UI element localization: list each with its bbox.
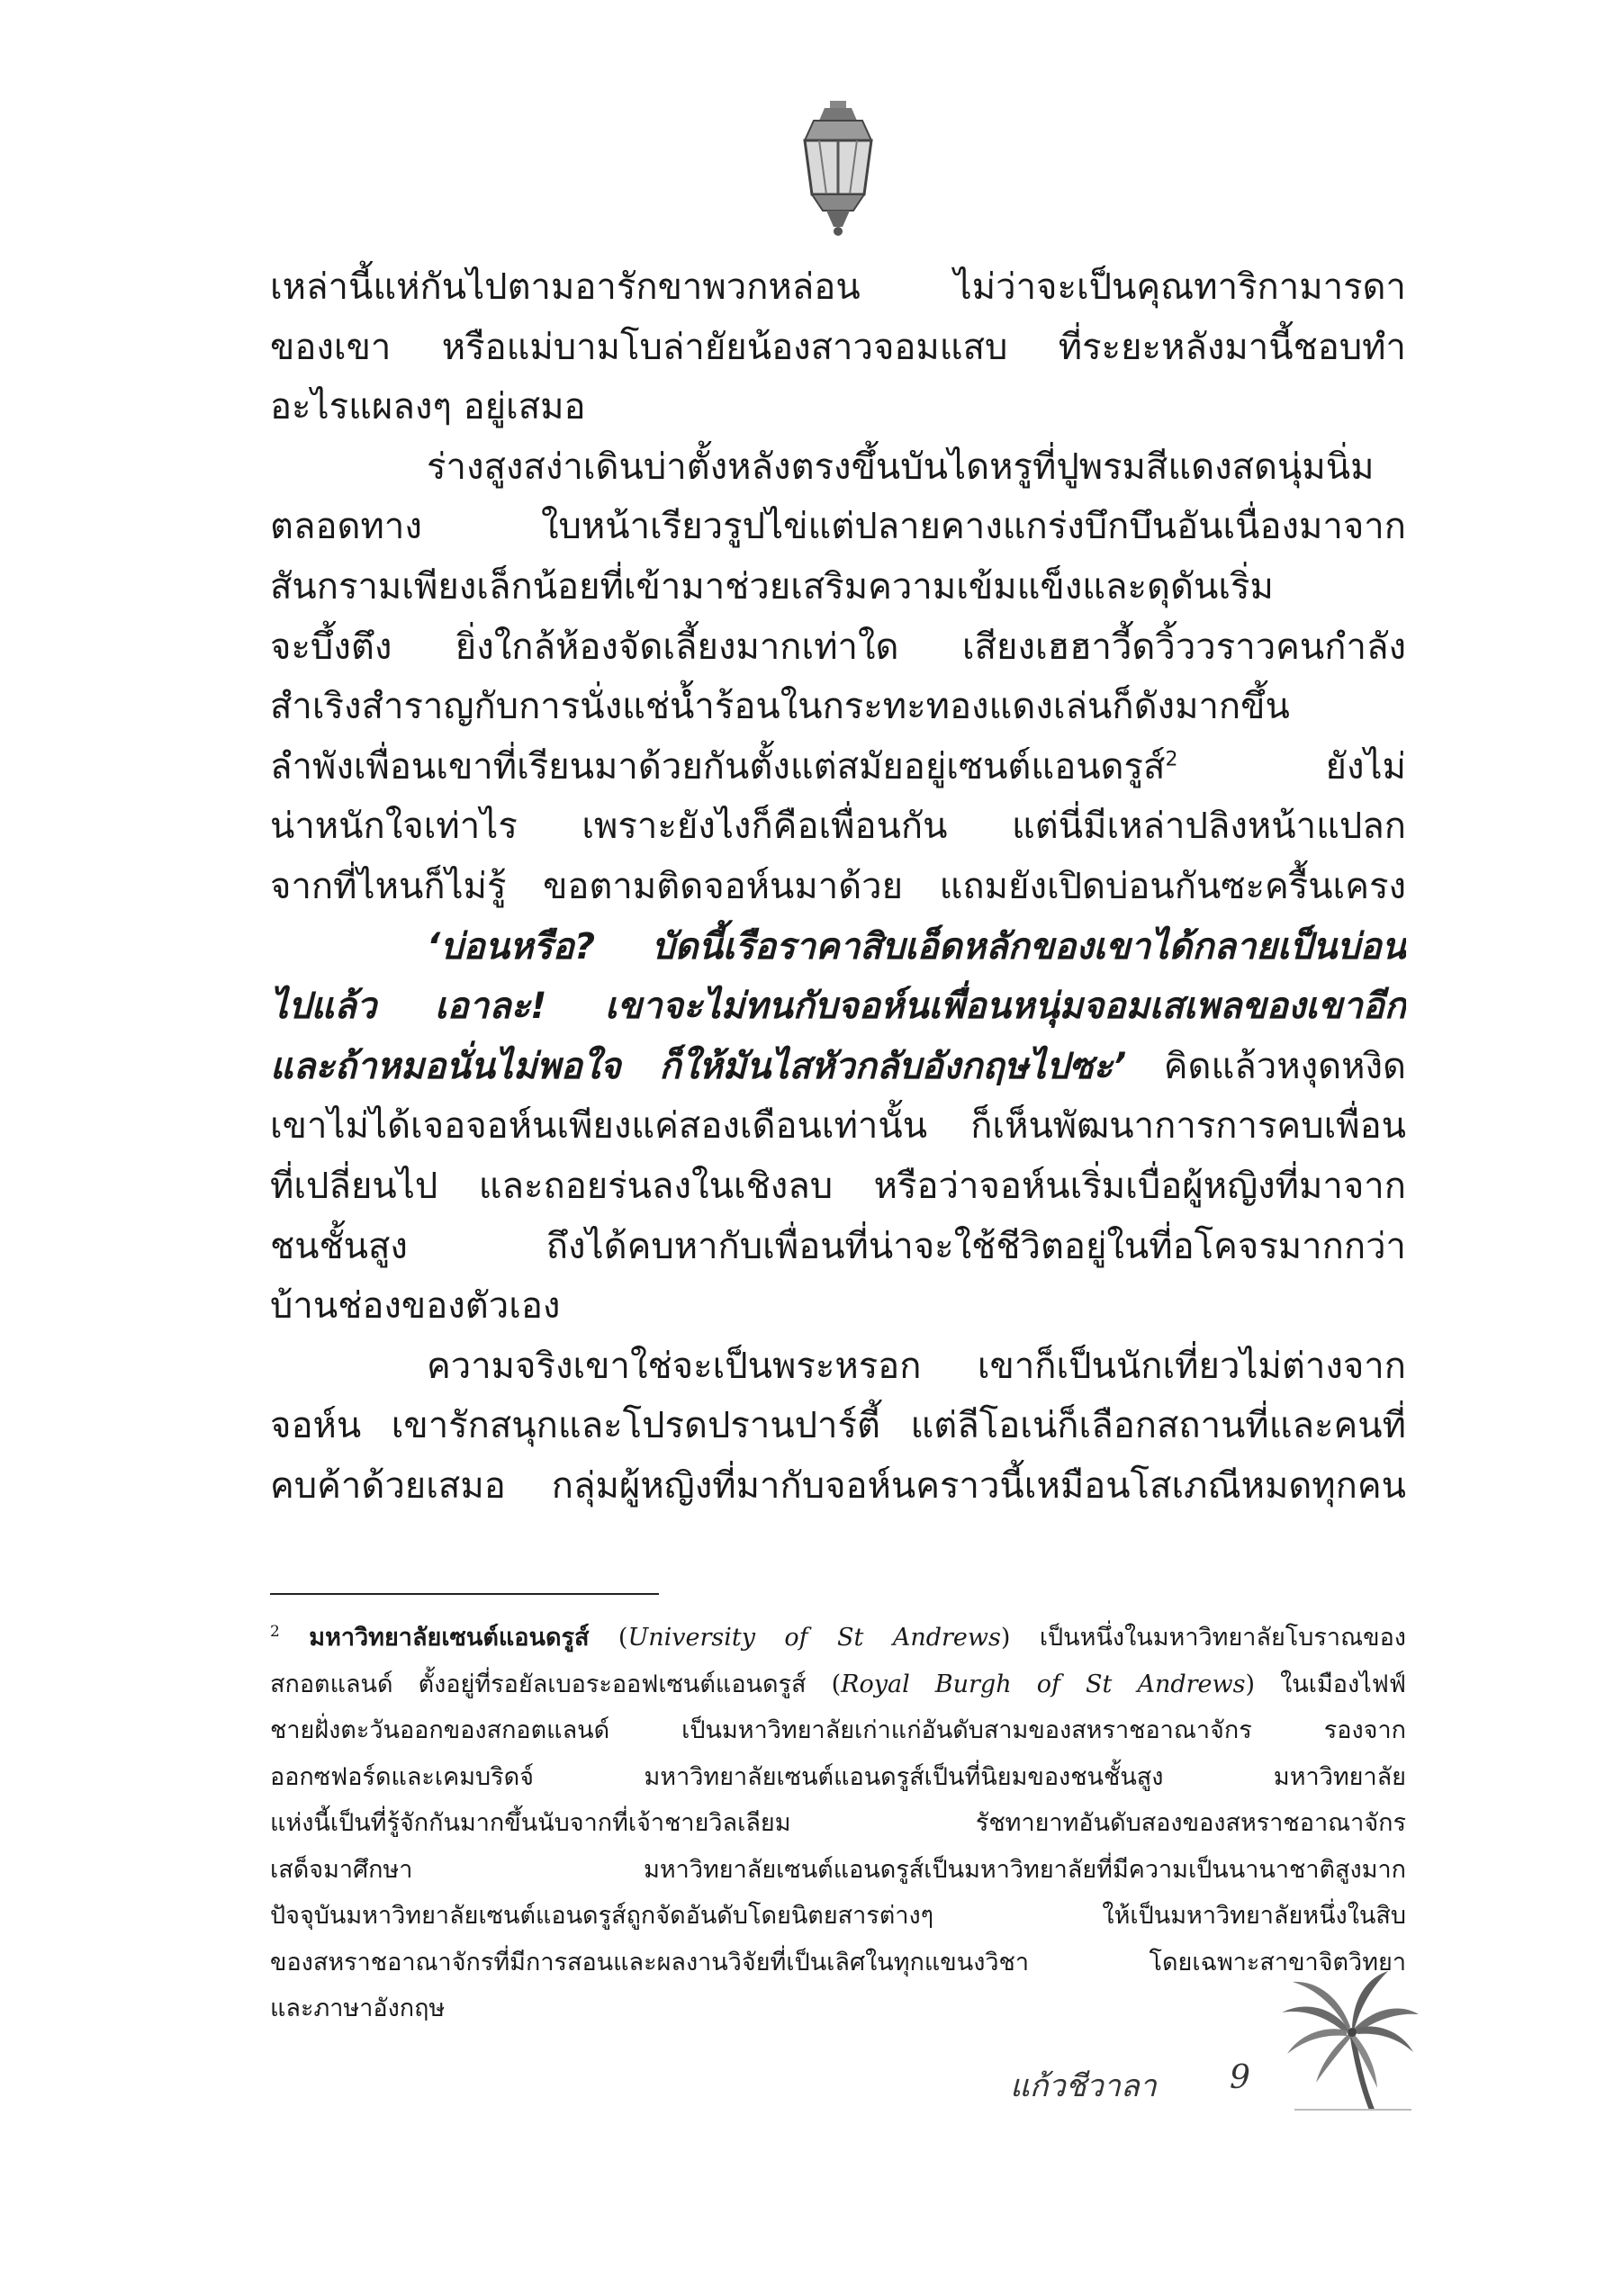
running-title: แก้วชีวาลา (1010, 2068, 1157, 2104)
text-line: จอห์น เขารักสนุกและโปรดปรานปาร์ตี้ แต่ลีโอเน่ก็เลือกสถานที่และคนที่ (270, 1405, 1406, 1447)
text-line: คบค้าด้วยเสมอ กลุ่มผู้หญิงที่มากับจอห์นคราวนี้เหมือนโสเภณีหมดทุกคน (270, 1464, 1406, 1507)
text-line: อะไรแผลงๆ อยู่เสมอ (270, 386, 586, 428)
paragraph-start-line: ความจริงเขาใช่จะเป็นพระหรอก เขาก็เป็นนักเที่ยวไม่ต่างจาก (427, 1345, 1406, 1387)
text-line: จากที่ไหนก็ไม่รู้ ขอตามติดจอห์นมาด้วย แถมยังเปิดบ่อนกันซะครื้นเครง (270, 865, 1406, 907)
text-line: จะบึ้งตึง ยิ่งใกล้ห้องจัดเลี้ยงมากเท่าใด เสียงเฮฮาวี้ดวิ้ววราวคนกำลัง (270, 626, 1406, 668)
footnote-line: และภาษาอังกฤษ (270, 1994, 446, 2022)
text-line: ลำพังเพื่อนเขาที่เรียนมาด้วยกันตั้งแต่สมัยอยู่เซนต์แอนดรูส์$^2$ ยังไม่ (270, 745, 1406, 788)
main-text (270, 257, 1406, 1516)
text-line: และถ้าหมอนั่นไม่พอใจ ก็ให้มันไสหัวกลับอังกฤษไปซะ’ คิดแล้วหงุดหงิด (270, 1045, 1406, 1087)
footnote-line: ชายฝั่งตะวันออกของสกอตแลนด์ เป็นมหาวิทยาลัยเก่าแก่อันดับสามของสหราชอาณาจักร รองจาก (270, 1716, 1406, 1744)
text-line: ชนชั้นสูง ถึงได้คบหากับเพื่อนที่น่าจะใช้ชีวิตอยู่ในที่อโคจรมากกว่า (270, 1225, 1406, 1267)
footnote-line: $^2$ มหาวิทยาลัยเซนต์แอนดรูส์ (University of St Andrews) เป็นหนึ่งในมหาวิทยาลัยโบราณของ (270, 1623, 1406, 1652)
footnote-line: สกอตแลนด์ ตั้งอยู่ที่รอยัลเบอระออฟเซนต์แอนดรูส์ (Royal Burgh of St Andrews) ในเมืองไฟฟ์ (270, 1670, 1406, 1698)
text-line: สำเริงสำราญกับการนั่งแช่น้ำร้อนในกระทะทองแดงเล่นก็ดังมากขึ้น (270, 686, 1290, 728)
footnote-line: ออกซฟอร์ดและเคมบริดจ์ มหาวิทยาลัยเซนต์แอนดรูส์เป็นที่นิยมของชนชั้นสูง มหาวิทยาลัย (270, 1762, 1406, 1791)
footnote-marker: 2 (1165, 748, 1178, 771)
footnote-line: ของสหราชอาณาจักรที่มีการสอนและผลงานวิจัยที่เป็นเลิศในทุกแขนงวิชา โดยเฉพาะสาขาจิตวิทยา (270, 1948, 1406, 1976)
page-number: 9 (1230, 2059, 1250, 2096)
footnote-divider (270, 1593, 659, 1595)
text-line: เขาไม่ได้เจอจอห์นเพียงแค่สองเดือนเท่านั้น ก็เห็นพัฒนาการการคบเพื่อน (270, 1105, 1406, 1148)
text-line: บ้านช่องของตัวเอง (270, 1285, 561, 1328)
footnote-title: มหาวิทยาลัยเซนต์แอนดรูส์ (309, 1624, 590, 1652)
lantern-ornament-icon (799, 101, 877, 236)
footnote-number: 2 (270, 1623, 280, 1641)
text-line: ที่เปลี่ยนไป และถอยร่นลงในเชิงลบ หรือว่าจอห์นเริ่มเบื่อผู้หญิงที่มาจาก (270, 1165, 1406, 1207)
paragraph-start-line: ‘บ่อนหรือ? บัดนี้เรือราคาสิบเอ็ดหลักของเขาได้กลายเป็นบ่อน (427, 925, 1406, 968)
footnote-line: ปัจจุบันมหาวิทยาลัยเซนต์แอนดรูส์ถูกจัดอันดับโดยนิตยสารต่างๆ ให้เป็นมหาวิทยาลัยหนึ่งในสิบ (270, 1902, 1406, 1930)
text-line: น่าหนักใจเท่าไร เพราะยังไงก็คือเพื่อนกัน แต่นี่มีเหล่าปลิงหน้าแปลก (270, 806, 1406, 848)
palm-tree-icon (1276, 1969, 1420, 2111)
footnote (270, 1615, 1406, 2032)
text-line: เหล่านี้แห่กันไปตามอารักขาพวกหล่อน ไม่ว่าจะเป็นคุณทาริกามารดา (270, 266, 1406, 308)
text-line: ตลอดทาง ใบหน้าเรียวรูปไข่แต่ปลายคางแกร่งบึกบึนอันเนื่องมาจาก (270, 506, 1406, 548)
paragraph-start-line: ร่างสูงสง่าเดินบ่าตั้งหลังตรงขึ้นบันไดหรูที่ปูพรมสีแดงสดนุ่มนิ่ม (427, 446, 1375, 488)
footnote-line: เสด็จมาศึกษา มหาวิทยาลัยเซนต์แอนดรูส์เป็นมหาวิทยาลัยที่มีความเป็นนานาชาติสูงมาก (270, 1855, 1406, 1884)
footnote-line: แห่งนี้เป็นที่รู้จักกันมากขึ้นนับจากที่เจ้าชายวิลเลียม รัชทายาทอันดับสองของสหราชอาณาจักร (270, 1809, 1406, 1837)
text-line: ไปแล้ว เอาละ! เขาจะไม่ทนกับจอห์นเพื่อนหนุ่มจอมเสเพลของเขาอีก (270, 986, 1406, 1028)
text-line: ของเขา หรือแม่บามโบล่ายัยน้องสาวจอมแสบ ที่ระยะหลังมานี้ชอบทำ (270, 326, 1406, 368)
text-line: สันกรามเพียงเล็กน้อยที่เข้ามาช่วยเสริมความเข้มแข็งและดุดันเริ่ม (270, 565, 1274, 608)
